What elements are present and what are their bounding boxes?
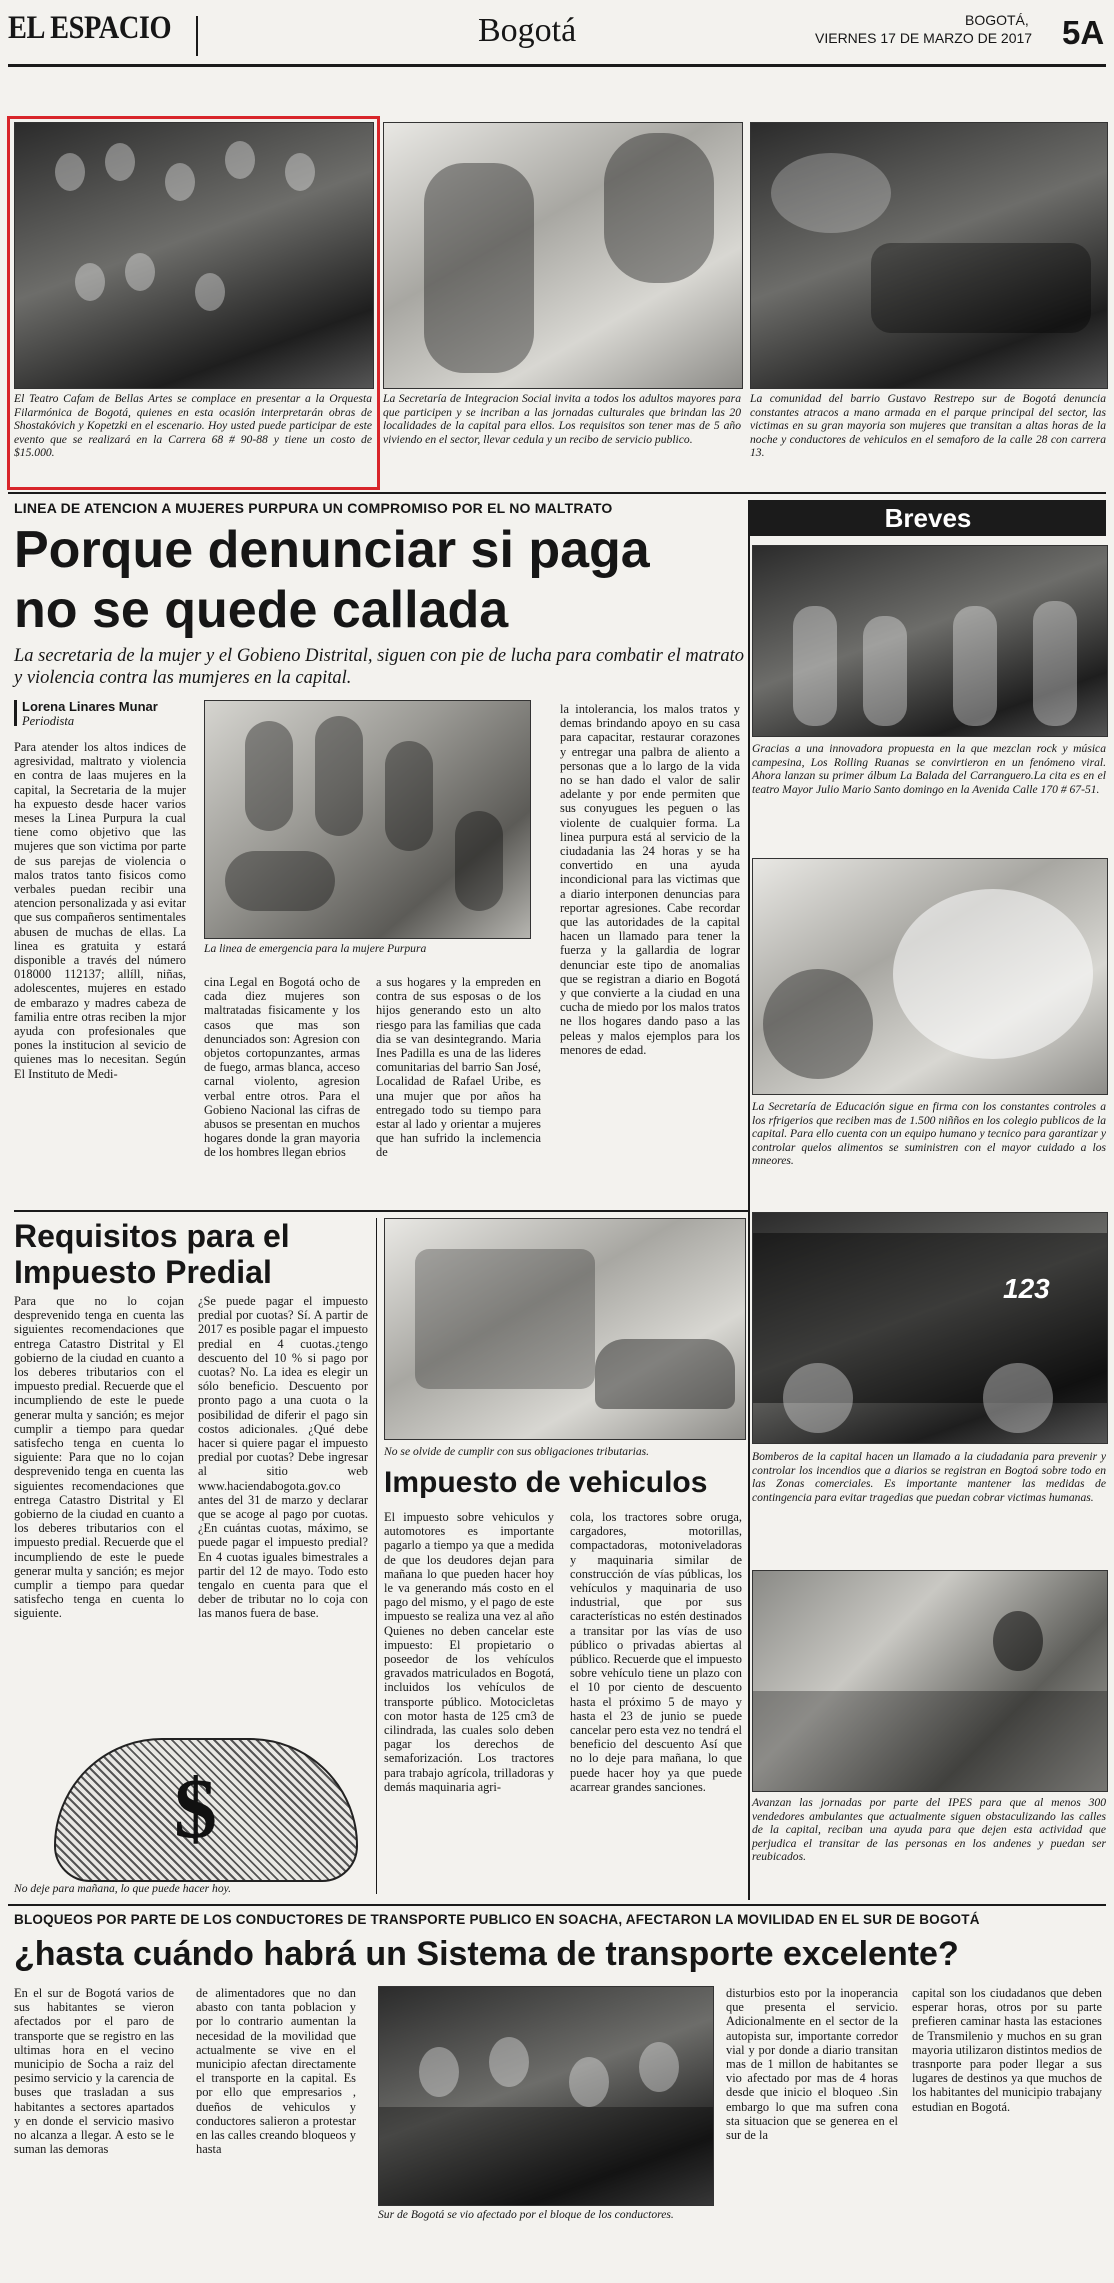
- vendor-caption: Avanzan las jornadas por parte del IPES para que al menos 300 vendedores ambulantes que actualmente siguen obstaculizando las calles de la capital, reciban una ayuda para que dejen esta actividad que perjudica el transitar de las personas en los andenes y puedan ser reubicados.: [752, 1796, 1106, 1863]
- protest-photo: [378, 1986, 714, 2206]
- band-photo: [752, 545, 1108, 737]
- transport-kicker: BLOQUEOS POR PARTE DE LOS CONDUCTORES DE TRANSPORTE PUBLICO EN SOACHA, AFECTARON LA MOVILIDAD EN EL SUR DE BOGOTÁ: [14, 1912, 980, 1927]
- calculator-caption: No se olvide de cumplir con sus obligaciones tributarias.: [384, 1445, 650, 1458]
- fire-truck-photo: [752, 1212, 1108, 1444]
- breves-title: Breves: [884, 503, 972, 533]
- predial-divider: [376, 1218, 377, 1894]
- main-col4: la intolerancia, los malos tratos y demas brindando apoyo en su casa para capacitar, restaurar corazones y entregar una palbra de aliento a personas que a lo largo de la vida no se han dado el valor de salir adelante y por ende permiten que sus conyugues les peguen o las violente de cualquier forma. La linea purpura está al servicio de la ciudadania las 24 horas y se ha convertido en una ayuda incondicional para las victimas que a diario interponen denuncias para reportar agresiones. Cabe recordar que las autoridades de la capital hacen un llamado para tener la fuerza y la gallardia de lograr denunciar este tipo de anomalias que se registran a diario en Bogotá y que convierte a la ciudad en una cucha de miedo por los malos tratos ne llos hogares dando paso a las peleas y malos ejemplos para los menores de edad.: [560, 702, 740, 1057]
- snack-photo: [752, 858, 1108, 1095]
- main-headline-line1: Porque denunciar si paga: [14, 521, 650, 579]
- vehiculos-headline: Impuesto de vehiculos: [384, 1466, 708, 1499]
- fire-truck-caption: Bomberos de la capital hacen un llamado a la ciudadania para prevenir y controlar los incendios que a diarios se registran en Bogtoá sobre todo en las Zonas comerciales. Es importante mantener las medidas de contingencia para evitar tragedias que puedan cobrar victimas humanas.: [752, 1450, 1106, 1504]
- dateline-date: VIERNES 17 DE MARZO DE 2017: [815, 30, 1033, 46]
- transport-col1: En el sur de Bogotá varios de sus habitantes se vieron afectados por el paro de transporte que se registro en las ultimas hora en el vecino municipio de Socha a raiz del pesimo servicio y la carencia de buses que trasladan a sus habitantes a sectores apartados y en donde el servicio masivo no alcanza a llegar. A esto se le suman las demoras: [14, 1986, 174, 2157]
- main-col1: Para atender los altos indices de agresividad, maltrato y violencia en contra de laas mujeres en la capital, la Secretaria de la mujer ha expuesto desde hacer varios meses la Linea Purpura la cual tiene como objetivo que las mujeres que son victima por parte de sus parejas de violencia o malos tratos tanto fisicos como verbales puedan recibir una atencion personalizada y asi evitar que sus compañeros sentimentales abusen de muchas de ellas. La linea es gratuita y estará disponible a través del número 018000 112137; allíll, niñas, adolescentes, mujeres en estado de embarazo y madres cabeza de familia entre otras reciben la mjor ayuda con profesionales que pones la institucion al sevicio de quienes mas lo necesitan. Según El Instituto de Medi-: [14, 740, 186, 1081]
- main-story-rule: [14, 1210, 750, 1212]
- section-title: Bogotá: [478, 12, 577, 49]
- nails-photo: [204, 700, 531, 939]
- elderly-caption: La Secretaría de Integracion Social invita a todos los adultos mayores para que participen y se incriban a las jornadas culturales que brindan las 20 localidades de la capital para ellos. Los requisitos son tener mas de 5 año viviendo en el sector, llevar cedula y un recibo de servicio publico.: [383, 392, 741, 446]
- masthead-rule: [8, 64, 1106, 67]
- page-number: 5A: [1062, 14, 1105, 51]
- vehiculos-col2: cola, los tractores sobre oruga, cargadores, motorillas, compactadoras, motoniveladoras y maquinaria similar de construcción de vías públicas, los vehículos y maquinaria de uso industrial, que por sus características no estén destinados a transitar por las vías de uso público o privadas abiertas al público. Recuerde que el impuesto sobre vehículo tiene un plazo con el 10 por ciento de descuento hasta el próximo 5 de mayo y hasta el 23 de junio se puede cancelar pero esta vez no tendrá el beneficio del descuento Así que no lo deje para mañana, lo que puede hacer hoy ya que puede acarrear grandes sanciones.: [570, 1510, 742, 1794]
- predial-col2: ¿Se puede pagar el impuesto predial por cuotas? Sí. A partir de 2017 es posible pagar el impuesto predial en 4 cuotas.¿tengo descuento del 10 % si pago por cuotas? No. La idea es elegir un sólo beneficio. Descuento por pronto pago a una cuota o la posibilidad de diferir el pago sin costos adicionales. ¿Qué debe hacer si quiere pagar el impuesto predial por cuotas? Debe ingresar al sitio web www.haciendabogota.gov.co antes del 31 de marzo y declarar que se acoge al pago por cuotas. ¿En cuántas cuotas, máximo, se puede pagar el impuesto predial? En 4 cuotas iguales bimestrales a partir del 12 de mayo. Todo esto tengalo en cuenta para que el deber de tributar no lo coja con las manos fuera de base.: [198, 1294, 368, 1621]
- band-caption: Gracias a una innovadora propuesta en la que mezclan rock y música campesina, Los Rolling Ruanas se convirtieron en un fenómeno viral. Ahora lanzan su primer álbum La Balada del Carranguero.La cita es en el teatro Mayor Julio Mario Santo domingo en la Avenida Calle 170 # 67-51.: [752, 742, 1106, 796]
- transport-col4: capital son los ciudadanos que deben esperar horas, otros por su parte prefieren caminar hasta las estaciones de Transmilenio y muchos en su gran mayoria utilizaron distintos medios de trasnporte para poder llegar a sus lugares de destinos ya que muchos de los habitantes del municipio trabajany estudian en Bogotá.: [912, 1986, 1102, 2114]
- transport-col2: de alimentadores que no dan abasto con tanta poblacion y por lo contrario aumentan la necesidad de la movilidad que actualmente se vive en el municipio afectan directamente el transporte en la capital. Es por ello que empresarios , dueños de vehiculos y conductores salieron a protestar en las calles creando bloqueos y hasta: [196, 1986, 356, 2157]
- predial-headline-line2: Impuesto Predial: [14, 1254, 272, 1290]
- transport-headline: ¿hasta cuándo habrá un Sistema de transporte excelente?: [14, 1935, 959, 1973]
- elderly-photo: [383, 122, 743, 389]
- robbery-photo: [750, 122, 1108, 389]
- nails-caption: La linea de emergencia para la mujere Purpura: [204, 942, 427, 955]
- money-bag-caption: No deje para mañana, lo que puede hacer hoy.: [14, 1882, 232, 1895]
- transport-col3: disturbios esto por la inoperancia que presenta el servicio. Adicionalmente en el sector de la autopista sur, importante corredor vial y por donde a diario transitan mas de 1 millon de habitantes se vio afectado por mas de 4 horas desde que inicio el bloqueo .Sin embargo lo que ma sufren cona sta situacion que se generea en el sur de la: [726, 1986, 898, 2143]
- orchestra-caption: El Teatro Cafam de Bellas Artes se complace en presentar a la Orquesta Filarmónica de Bogotá, quienes en esta ocasión interpretarán obras de Shostakóvich y Kopetzki en el escenario. Hoy usted puede participar de este evento que se realizará en la Carrera 68 # 90-88 y tiene un costo de $15.000.: [14, 392, 372, 459]
- author-bar: [14, 700, 17, 726]
- dateline-city: BOGOTÁ,: [965, 12, 1029, 28]
- main-headline-line2: no se quede callada: [14, 581, 509, 639]
- dollar-sign: $: [174, 1760, 217, 1856]
- top-row-rule: [8, 492, 1106, 494]
- main-deck: La secretaria de la mujer y el Gobieno Distrital, siguen con pie de lucha para combatir el matrato y violencia contra las mumjeres en la capital.: [14, 646, 744, 688]
- breves-divider: [748, 500, 750, 1900]
- main-kicker: LINEA DE ATENCION A MUJERES PURPURA UN COMPROMISO POR EL NO MALTRATO: [14, 500, 613, 516]
- author-name: Lorena Linares Munar: [22, 699, 158, 714]
- money-bag-illustration: [54, 1738, 358, 1882]
- predial-col1: Para que no lo cojan desprevenido tenga en cuenta las siguientes recomendaciones que entrega Catastro Distrital y El gobierno de la ciudad en cuanto a los deberes tributarios con el impuesto predial. Recuerde que el incumpliendo de este le puede generar multa y sanción; es mejor cumplir a tiempo para quedar satisfecho tenga en cuenta lo siguiente: Para que no lo cojan desprevenido tenga en cuenta las siguientes recomendaciones que entrega Catastro Distrital y El gobierno de la ciudad en cuanto a los deberes tributarios con el impuesto predial. Recuerde que el incumpliendo de este le puede generar multa y sanción; es mejor cumplir a tiempo para quedar satisfecho tenga en cuenta lo siguiente.: [14, 1294, 184, 1621]
- protest-caption: Sur de Bogotá se vio afectado por el bloque de los conductores.: [378, 2208, 674, 2221]
- truck-number: 123: [1003, 1273, 1050, 1304]
- snack-caption: La Secretaría de Educación sigue en firma con los constantes controles a los rfrigerios que reciben mas de 1.500 niñños en los colegio publicos de la capital. Para ello cuenta con un equipo humano y tecnico para garantizar y controlar quelos alimentos se suministren con el mayor cuidado a los mneores.: [752, 1100, 1106, 1167]
- predial-headline-line1: Requisitos para el: [14, 1218, 290, 1254]
- vendor-photo: [752, 1570, 1108, 1792]
- main-col3: a sus hogares y la empreden en contra de sus esposas o de los hijos generando esto un alto riesgo para las familias que cada dia se van desintegrando. Maria Ines Padilla es una de las lideres comunitarias del barrio San José, Localidad de Rafael Uribe, es una mujer que por años ha entregado todo su tiempo para estar al lado y orientar a mujeres que han sufrido la inclemencia de: [376, 975, 541, 1160]
- bottom-section-rule: [8, 1904, 1106, 1906]
- breves-header: [750, 500, 1106, 536]
- calculator-photo: [384, 1218, 746, 1440]
- author-role: Periodista: [22, 714, 75, 728]
- masthead-divider: [196, 16, 198, 56]
- vehiculos-col1: El impuesto sobre vehiculos y automotores es importante pagarlo a tiempo ya que a medida de que los deudores dejan para mañana lo que pueden hacer hoy le va generando más costo en el pago del mismo, y el pago de este impuesto se realiza una vez al año Quienes no deben cancelar este impuesto: El propietario o poseedor de los vehículos gravados matriculados en Bogotá, incluidos los vehículos de transporte público. Motocicletas con motor hasta de 125 cm3 de cilindrada, las cuales solo deben pagar los derechos de semaforización. Los tractores para trabajo agrícola, trilladoras y demás maquinaria agri-: [384, 1510, 554, 1794]
- paper-name: EL ESPACIO: [8, 10, 172, 46]
- robbery-caption: La comunidad del barrio Gustavo Restrepo sur de Bogotá denuncia constantes atracos a mano armada en el parque principal del sector, las victimas en su gran mayoria son mujeres que transitan a altas horas de la noche y conductores de vehiculos en el semaforo de la calle 28 con carrera 13.: [750, 392, 1106, 459]
- main-col2: cina Legal en Bogotá ocho de cada diez mujeres son maltratadas fisicamente y los casos que mas son denunciados son: Agresion con objetos cortopunzantes, armas de fuego, armas blanca, acceso carnal violento, agresion verbal entre otros. Para el Gobieno Nacional las cifras de abusos se presentan en muchos hogares donde la gran mayoria de los hombres llegan ebrios: [204, 975, 360, 1160]
